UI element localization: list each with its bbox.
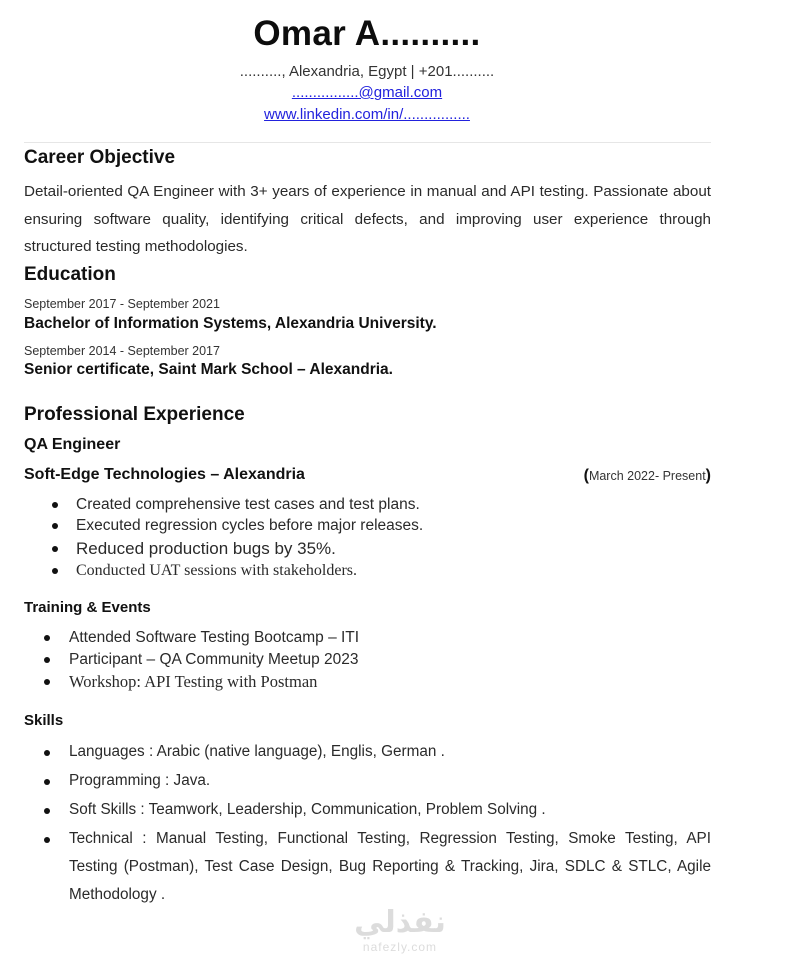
- bullet-icon: [52, 523, 58, 529]
- section-title-training: Training & Events: [24, 599, 151, 616]
- bullet-icon: [44, 779, 50, 785]
- list-item: [52, 494, 612, 515]
- training-text: Attended Software Testing Bootcamp – ITI: [69, 629, 360, 646]
- job-dates-open-paren: (: [583, 467, 589, 484]
- candidate-name: Omar A..........: [253, 14, 481, 53]
- watermark-arabic-logo: نفذلي: [354, 905, 446, 940]
- education-dates: September 2014 - September 2017: [24, 344, 220, 358]
- list-item: [44, 767, 711, 795]
- list-item: [44, 671, 604, 693]
- list-item: [44, 627, 604, 649]
- email-link[interactable]: ................@gmail.com: [291, 84, 443, 101]
- bullet-icon: [44, 635, 50, 641]
- skill-text: Languages : Arabic (native language), Englis, German .: [69, 743, 445, 760]
- section-title-experience: Professional Experience: [24, 404, 245, 425]
- linkedin-line: [0, 106, 734, 123]
- bullet-icon: [44, 657, 50, 663]
- bullet-text: Created comprehensive test cases and test plans.: [76, 496, 420, 513]
- list-item: [44, 796, 711, 824]
- list-item: [44, 649, 604, 671]
- job-dates-close-paren: ): [705, 467, 711, 484]
- header-divider: [24, 142, 711, 143]
- job-company: Soft-Edge Technologies – Alexandria: [24, 466, 305, 483]
- list-item: [52, 560, 612, 581]
- career-objective-text: Detail-oriented QA Engineer with 3+ years of experience in manual and API testing. Passionate about ensuring software quality, identifying critical defects, and improving user experience through structured testing methodologies.: [24, 183, 711, 255]
- bullet-text: Reduced production bugs by 35%.: [76, 539, 336, 558]
- education-degree: Bachelor of Information Systems, Alexandria University.: [24, 315, 437, 332]
- section-title-education: Education: [24, 264, 116, 285]
- bullet-icon: [44, 750, 50, 756]
- skill-text: Technical : Manual Testing, Functional Testing, Regression Testing, Smoke Testing, API Testing (Postman), Test Case Design, Bug Reporting & Tracking, Jira, SDLC & STLC, Agile Methodology .: [69, 830, 711, 903]
- experience-bullets: [52, 494, 612, 581]
- list-item: [52, 515, 612, 537]
- bullet-text: Executed regression cycles before major releases.: [76, 517, 424, 534]
- job-dates-text: March 2022- Present: [588, 469, 706, 483]
- bullet-icon: [52, 502, 58, 508]
- bullet-icon: [44, 808, 50, 814]
- skill-text: Programming : Java.: [69, 772, 211, 789]
- job-role: QA Engineer: [24, 436, 121, 453]
- bullet-icon: [44, 837, 50, 843]
- list-item: [44, 825, 711, 909]
- skills-list: [44, 738, 711, 910]
- email-line: [0, 84, 734, 101]
- bullet-text: Conducted UAT sessions with stakeholders.: [76, 562, 358, 579]
- nafezly-watermark: [340, 906, 460, 954]
- bullet-icon: [52, 546, 58, 552]
- training-text: Workshop: API Testing with Postman: [69, 672, 318, 691]
- address-phone-line: .........., Alexandria, Egypt | +201..........: [239, 63, 495, 80]
- section-title-skills: Skills: [24, 712, 64, 729]
- watermark-url: nafezly.com: [362, 940, 438, 954]
- training-text: Participant – QA Community Meetup 2023: [69, 651, 359, 668]
- bullet-icon: [44, 679, 50, 685]
- education-degree: Senior certificate, Saint Mark School – Alexandria.: [24, 361, 393, 378]
- bullet-icon: [52, 568, 58, 574]
- training-list: [44, 627, 604, 693]
- job-dates: [584, 467, 711, 485]
- section-title-career-objective: Career Objective: [24, 147, 176, 168]
- skill-text: Soft Skills : Teamwork, Leadership, Communication, Problem Solving .: [69, 801, 546, 818]
- list-item: [44, 738, 711, 766]
- list-item: [52, 537, 612, 560]
- education-dates: September 2017 - September 2021: [24, 297, 220, 311]
- linkedin-link[interactable]: www.linkedin.com/in/................: [264, 106, 470, 123]
